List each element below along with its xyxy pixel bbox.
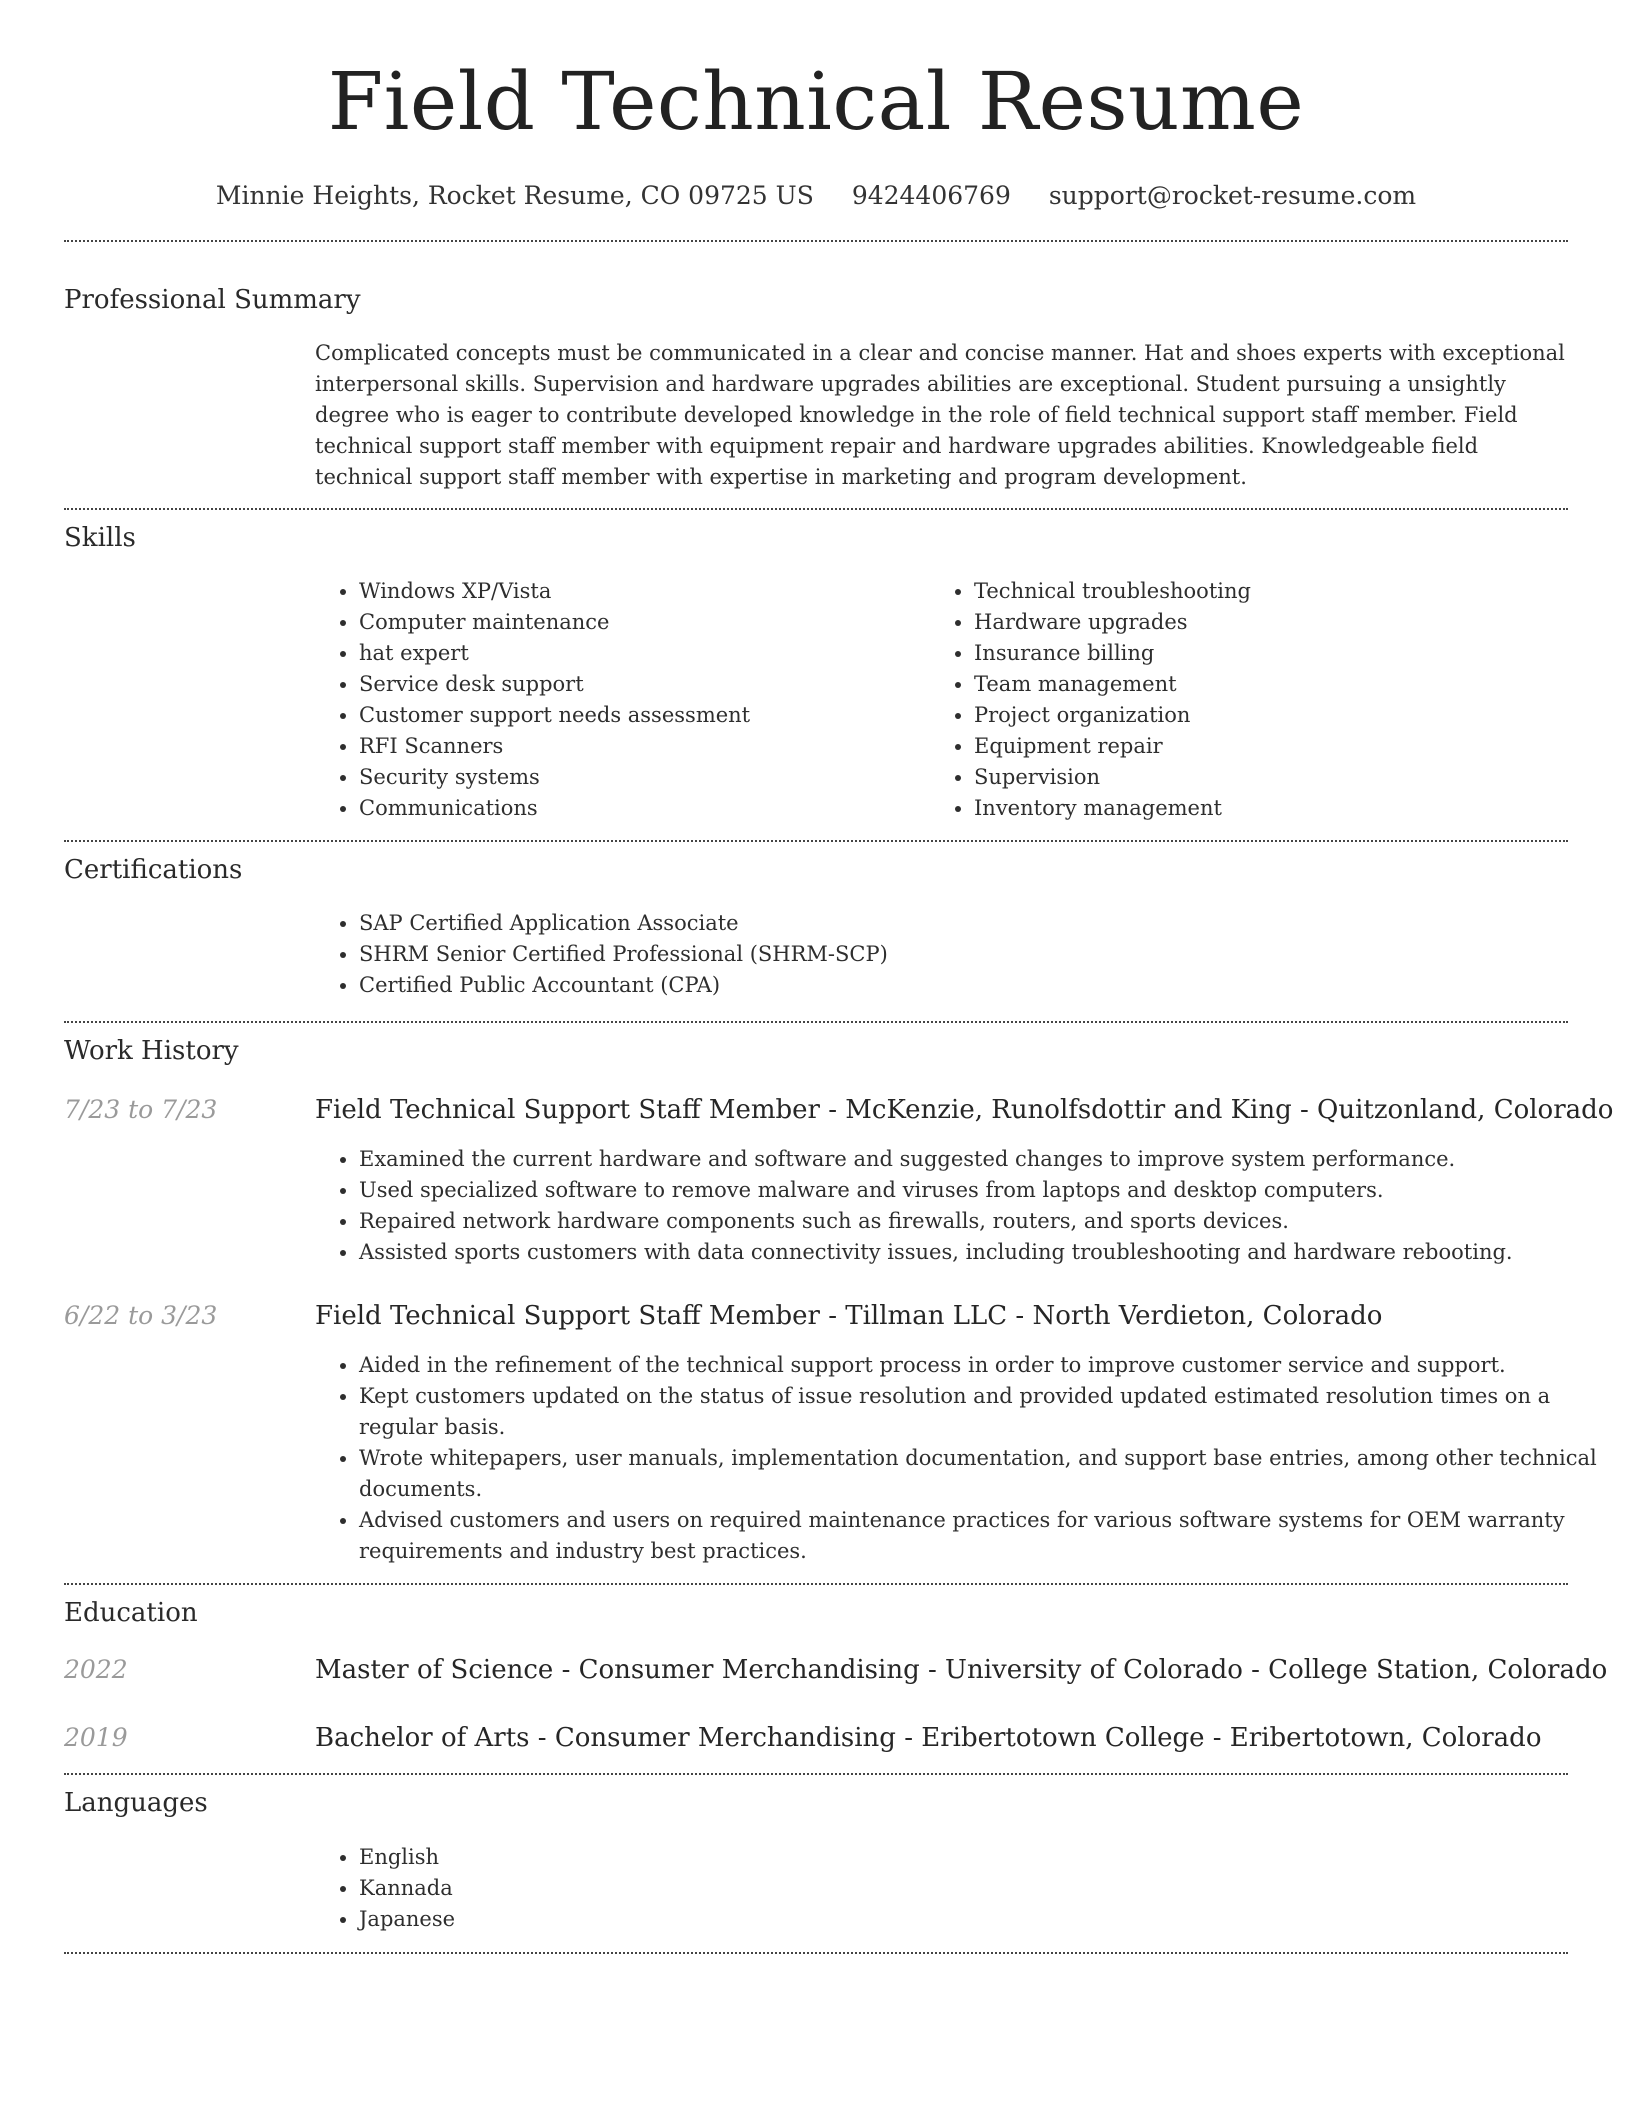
skill-item: • Customer support needs assessment (359, 700, 750, 731)
job-title: Field Technical Support Staff Member (315, 1301, 820, 1331)
job-bullet: • Assisted sports customers with data connectivity issues, including troubleshooting and hardware rebooting. (359, 1237, 1609, 1268)
job-title-line (315, 1093, 1614, 1127)
section-divider (64, 508, 1568, 510)
skills-list-left (315, 576, 750, 824)
section-divider (64, 1773, 1568, 1775)
skill-item: • Service desk support (359, 669, 750, 700)
job-dates: 6/22 to 3/23 (64, 1301, 218, 1330)
job-dates: 7/23 to 7/23 (64, 1095, 218, 1124)
education-line (315, 1653, 1608, 1687)
skill-item: • Insurance billing (974, 638, 1251, 669)
skill-item: • Supervision (974, 762, 1251, 793)
job-bullet: • Advised customers and users on required maintenance practices for various software systems for OEM warranty requirements and industry best practices. (359, 1505, 1609, 1567)
summary-text: Complicated concepts must be communicated in a clear and concise manner. Hat and shoes experts with exceptional interpersonal skills. Supervision and hardware upgrades abilities are exceptional. Student pursuing a unsightly degree who is eager to contribute developed knowledge in the role of field technical support staff member. Field technical support staff member with equipment repair and hardware upgrades abilities. Knowledgeable field technical support staff member with expertise in marketing and program development. (315, 341, 1565, 489)
certifications-heading: Certifications (64, 855, 243, 885)
job-title-line (315, 1299, 1575, 1333)
certification-item: • SHRM Senior Certified Professional (SHRM-SCP) (359, 939, 888, 970)
contact-line (0, 180, 1632, 212)
education-school: - University of Colorado - College Station, Colorado (919, 1655, 1608, 1685)
skill-item: • Communications (359, 793, 750, 824)
skill-item: • Inventory management (974, 793, 1251, 824)
skill-item: • Project organization (974, 700, 1251, 731)
language-item: • Japanese (359, 1904, 455, 1935)
section-divider (64, 1021, 1568, 1023)
skills-heading: Skills (64, 523, 136, 553)
section-divider (64, 1583, 1568, 1585)
language-item: • Kannada (359, 1873, 455, 1904)
education-degree: Bachelor of Arts - Consumer Merchandising (315, 1723, 896, 1753)
summary-heading: Professional Summary (64, 285, 361, 315)
job-employer: - McKenzie, Runolfsdottir and King - Quitzonland, Colorado (819, 1095, 1614, 1125)
language-item: • English (359, 1842, 455, 1873)
skill-item: • Windows XP/Vista (359, 576, 750, 607)
skills-list-right (930, 576, 1251, 824)
job-bullet: • Repaired network hardware components such as firewalls, routers, and sports devices. (359, 1206, 1609, 1237)
education-year: 2019 (64, 1723, 128, 1752)
languages-list (315, 1842, 455, 1935)
job-title: Field Technical Support Staff Member (315, 1095, 820, 1125)
job-bullet: • Wrote whitepapers, user manuals, implementation documentation, and support base entries, among other technical documents. (359, 1443, 1609, 1505)
education-school: - Eribertotown College - Eribertotown, Colorado (895, 1723, 1542, 1753)
certification-item: • SAP Certified Application Associate (359, 908, 888, 939)
job-bullets (315, 1144, 1609, 1268)
resume-title: Field Technical Resume (327, 55, 1305, 148)
certifications-list (315, 908, 888, 1001)
section-divider (64, 1952, 1568, 1954)
job-bullet: • Kept customers updated on the status of issue resolution and provided updated estimated resolution times on a regular basis. (359, 1381, 1609, 1443)
skill-item: • Technical troubleshooting (974, 576, 1251, 607)
languages-heading: Languages (64, 1788, 208, 1818)
job-employer: - Tillman LLC - North Verdieton, Colorado (819, 1301, 1383, 1331)
work-history-heading: Work History (64, 1036, 239, 1066)
job-bullet: • Used specialized software to remove malware and viruses from laptops and desktop computers. (359, 1175, 1609, 1206)
education-heading: Education (64, 1598, 198, 1628)
education-line (315, 1721, 1575, 1755)
section-divider (64, 240, 1568, 242)
certification-item: • Certified Public Accountant (CPA) (359, 970, 888, 1001)
skill-item: • hat expert (359, 638, 750, 669)
contact-phone: 9424406769 (851, 181, 1011, 210)
contact-address: Minnie Heights, Rocket Resume, CO 09725 US (215, 181, 814, 210)
resume-header (0, 0, 1632, 212)
job-bullet: • Aided in the refinement of the technical support process in order to improve customer service and support. (359, 1350, 1609, 1381)
skill-item: • Security systems (359, 762, 750, 793)
job-bullet: • Examined the current hardware and software and suggested changes to improve system performance. (359, 1144, 1609, 1175)
skill-item: • Computer maintenance (359, 607, 750, 638)
skill-item: • Hardware upgrades (974, 607, 1251, 638)
skill-item: • Team management (974, 669, 1251, 700)
education-year: 2022 (64, 1655, 128, 1684)
skill-item: • RFI Scanners (359, 731, 750, 762)
skill-item: • Equipment repair (974, 731, 1251, 762)
job-bullets (315, 1350, 1609, 1567)
section-divider (64, 840, 1568, 842)
education-degree: Master of Science - Consumer Merchandising (315, 1655, 920, 1685)
contact-email: support@rocket-resume.com (1048, 181, 1417, 210)
